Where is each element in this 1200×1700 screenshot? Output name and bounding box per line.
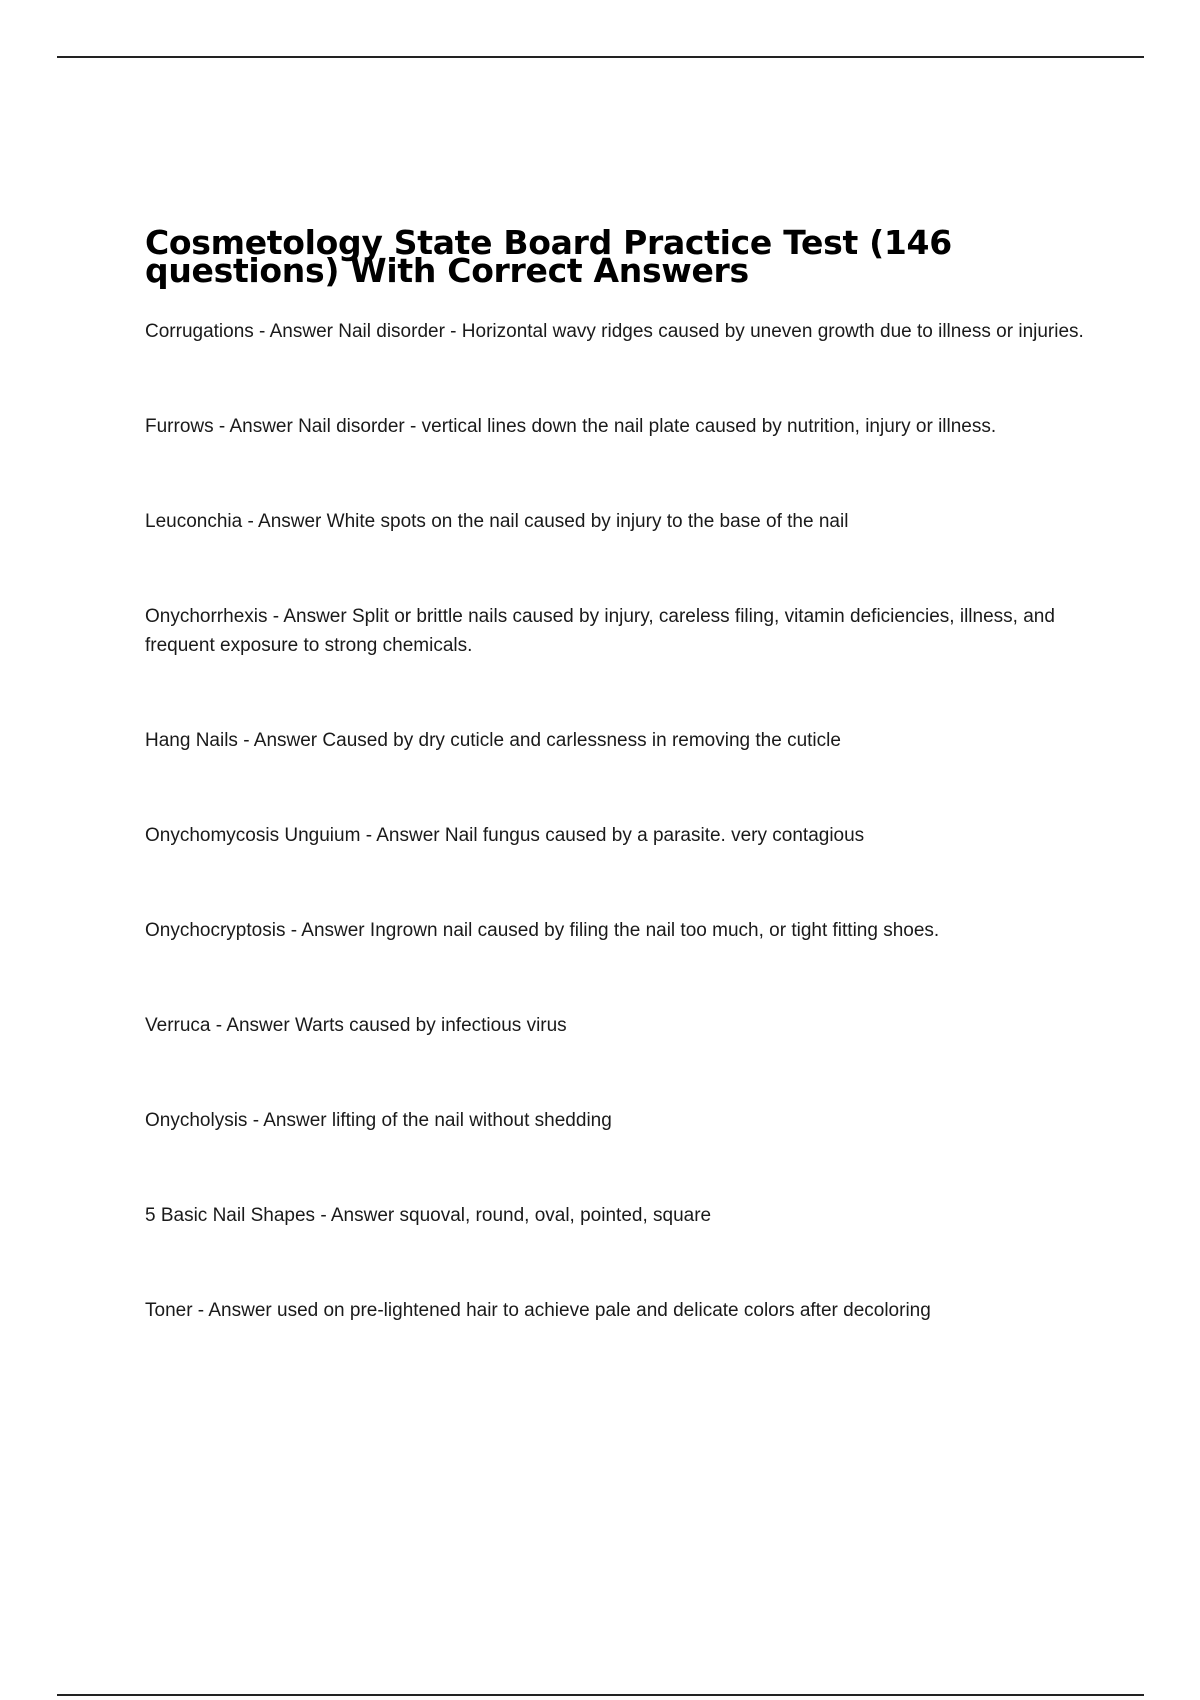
qa-item: Toner - Answer used on pre-lightened hair to achieve pale and delicate colors after decoloring xyxy=(145,1300,931,1321)
qa-list xyxy=(145,317,1085,1325)
qa-item: Leuconchia - Answer White spots on the nail caused by injury to the base of the nail xyxy=(145,511,849,532)
qa-item: Onychocryptosis - Answer Ingrown nail caused by filing the nail too much, or tight fitting shoes. xyxy=(145,920,940,941)
qa-item: Onychomycosis Unguium - Answer Nail fungus caused by a parasite. very contagious xyxy=(145,825,865,846)
header-divider xyxy=(57,56,1144,58)
qa-item: 5 Basic Nail Shapes - Answer squoval, round, oval, pointed, square xyxy=(145,1205,712,1226)
page-content xyxy=(145,223,1085,1391)
qa-item: Onychorrhexis - Answer Split or brittle nails caused by injury, careless filing, vitamin deficiencies, illness, and frequent exposure to strong chemicals. xyxy=(145,606,1055,656)
qa-item: Furrows - Answer Nail disorder - vertical lines down the nail plate caused by nutrition, injury or illness. xyxy=(145,416,997,437)
document-title: Cosmetology State Board Practice Test (146 questions) With Correct Answers xyxy=(145,223,952,290)
qa-item: Verruca - Answer Warts caused by infectious virus xyxy=(145,1015,567,1036)
qa-item: Onycholysis - Answer lifting of the nail without shedding xyxy=(145,1110,612,1131)
qa-item: Hang Nails - Answer Caused by dry cuticle and carlessness in removing the cuticle xyxy=(145,730,841,751)
footer-divider xyxy=(57,1694,1144,1696)
qa-item: Corrugations - Answer Nail disorder - Horizontal wavy ridges caused by uneven growth due to illness or injuries. xyxy=(145,321,1084,342)
